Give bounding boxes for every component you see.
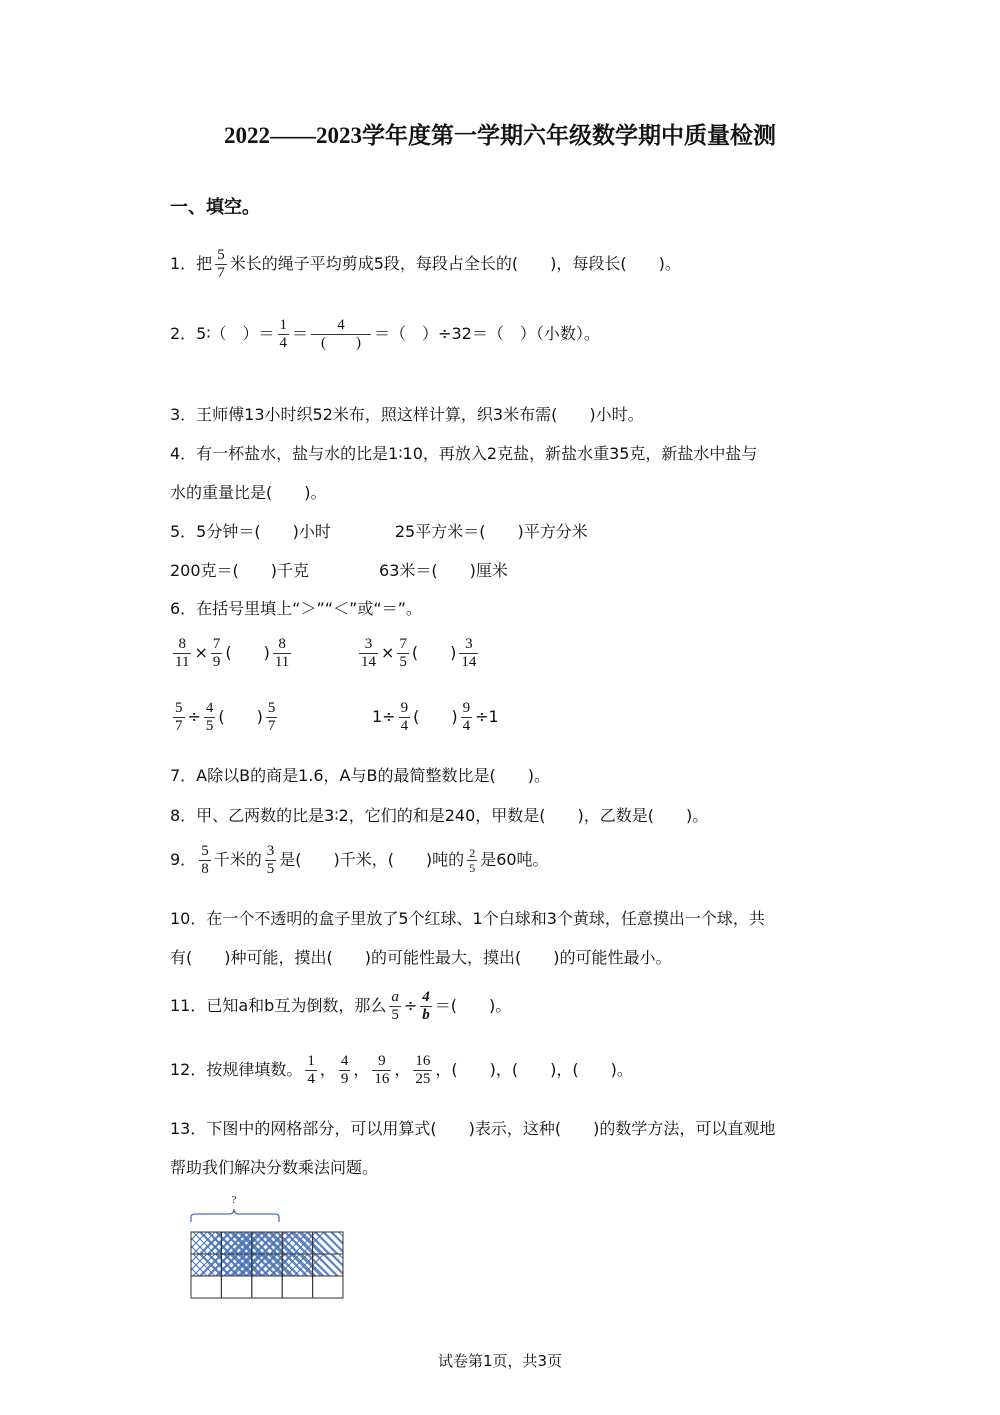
q11-operator: ÷ [403,996,418,1015]
question-4-line-1: 4．有一杯盐水，盐与水的比是1∶10，再放入2克盐，新盐水重35克，新盐水中盐与 [170,444,758,463]
hatch-line [185,1232,191,1254]
q6a-blank: ( ) [225,643,270,662]
question-2 [170,317,600,352]
q9-text-d: 是60吨。 [480,850,549,869]
q6c-fraction-1: $\frac{5}{7}$ [175,700,183,734]
q5-item-c: 200克＝( )千克 [170,561,310,580]
question-13-line-1: 13．下图中的网格部分，可以用算式( )表示，这种( )的数学方法，可以直观地 [170,1119,776,1138]
question-6-intro: 6．在括号里填上“＞”“＜”或“＝”。 [170,599,422,618]
q1-text-a: 1．把 [170,254,213,273]
q6c-fraction-2: $\frac{4}{5}$ [205,700,214,734]
q12-fraction-4: $\frac{16}{25}$ [415,1053,431,1087]
q11-fraction-2: $\frac{4}{b}$ [422,989,430,1023]
question-13-line-2: 帮助我们解决分数乘法问题。 [170,1158,379,1177]
q6c-blank: ( ) [218,707,263,726]
q12-text-a: 12．按规律填数。 [170,1060,303,1079]
q2-fraction-2: $\frac{4}{( )}$ [311,317,371,352]
q12-sep-3: ， [394,1060,411,1079]
question-4-line-2: 水的重量比是( )。 [170,483,327,502]
q12-fraction-3: $\frac{9}{16}$ [374,1053,390,1087]
q6c-fraction-3: $\frac{5}{7}$ [267,700,276,734]
question-8: 8．甲、乙两数的比是3∶2，它们的和是240，甲数是( )，乙数是( )。 [170,806,709,825]
q5-item-d: 63米＝( )厘米 [379,561,508,580]
q9-text-c: 是( )千米，( )吨的 [279,850,465,869]
question-6-item-a [170,636,294,671]
question-6-item-c [170,700,280,735]
q6c-operator: ÷ [187,707,201,726]
question-10-line-1: 10．在一个不透明的盒子里放了5个红球、1个白球和3个黄球，任意摸出一个球，共 [170,909,765,928]
q6d-prefix: 1÷ [372,707,396,726]
hatch-line [347,1232,350,1254]
grid-cell [252,1276,282,1298]
question-12 [170,1053,633,1088]
q12-fraction-2: $\frac{4}{9}$ [340,1053,349,1087]
question-7: 7．A除以B的商是1.6，A与B的最简整数比是( )。 [170,766,550,785]
q12-text-b: ，( )，( )，( )。 [435,1060,633,1079]
q2-text-a: 2．5∶（ ）＝ [170,324,275,343]
fraction-grid-figure [185,1190,350,1302]
hatch-line [339,1232,350,1254]
q5-item-b: 25平方米＝( )平方分米 [394,522,588,541]
q6b-blank: ( ) [411,643,457,662]
section-heading: 一、填空。 [170,197,260,218]
q6b-fraction-2: $\frac{7}{5}$ [399,636,407,670]
grid-cell [221,1276,251,1298]
q6b-fraction-3: $\frac{3}{14}$ [461,636,477,670]
page-title: 2022——2023学年度第一学期六年级数学期中质量检测 [224,123,776,148]
question-11 [170,989,511,1024]
hatch-line [185,1254,191,1276]
question-6-item-b [356,636,481,671]
q6a-fraction-3: $\frac{8}{11}$ [274,636,290,670]
q9-fraction-1: $\frac{5}{8}$ [201,843,209,877]
q6a-operator: × [194,643,208,662]
q1-text-b: 米长的绳子平均剪成5段，每段占全长的( )，每段长( )。 [229,254,681,273]
hatch-line [347,1254,350,1276]
q12-fraction-1: $\frac{1}{4}$ [307,1053,315,1087]
hatch-line [339,1254,350,1276]
question-5-row-1 [170,521,588,543]
q12-sep-2: ， [353,1060,370,1079]
q6a-fraction-2: $\frac{7}{9}$ [212,636,221,670]
q6d-blank: ( ) [413,707,458,726]
q9-fraction-2: $\frac{3}{5}$ [266,843,275,877]
grid-cell [313,1276,343,1298]
q12-sep-1: ， [319,1060,336,1079]
page-footer: 试卷第1页，共3页 [437,1352,563,1370]
q6d-fraction-2: $\frac{9}{4}$ [462,700,471,734]
q11-fraction-1: $\frac{a}{5}$ [391,989,399,1023]
grid-cell [282,1276,312,1298]
q5-item-a: 5．5分钟＝( )小时 [170,522,331,541]
q2-fraction-1: $\frac{1}{4}$ [279,317,288,351]
question-3: 3．王师傅13小时织52米布，照这样计算，织3米布需( )小时。 [170,405,644,424]
q1-fraction: $\frac{5}{7}$ [217,247,225,281]
question-10-line-2: 有( )种可能，摸出( )的可能性最大，摸出( )的可能性最小。 [170,948,672,967]
grid-question-mark: ? [231,1194,237,1206]
q11-text-a: 11．已知a和b互为倒数，那么 [170,996,387,1015]
question-6-item-d [372,700,499,735]
q6b-fraction-1: $\frac{3}{14}$ [361,636,376,670]
q9-text-b: 千米的 [213,850,262,869]
hatch-line [185,1254,191,1276]
grid-brace [191,1209,279,1222]
question-9 [170,843,549,878]
q6b-operator: × [381,643,395,662]
q2-equals: ＝ [292,324,309,343]
hatch-line [185,1232,191,1254]
question-5-row-2 [170,560,508,582]
grid-cell [191,1276,221,1298]
q6d-suffix: ÷1 [475,707,499,726]
q6a-fraction-1: $\frac{8}{11}$ [175,636,190,670]
question-1 [170,247,681,282]
q9-fraction-3: $\frac{2}{5}$ [469,846,476,875]
q2-text-b: ＝（ ）÷32＝（ ）（小数）。 [374,324,600,343]
q9-text-a: 9． [170,850,197,869]
q6d-fraction-1: $\frac{9}{4}$ [400,700,409,734]
q11-text-b: ＝( )。 [434,996,512,1015]
